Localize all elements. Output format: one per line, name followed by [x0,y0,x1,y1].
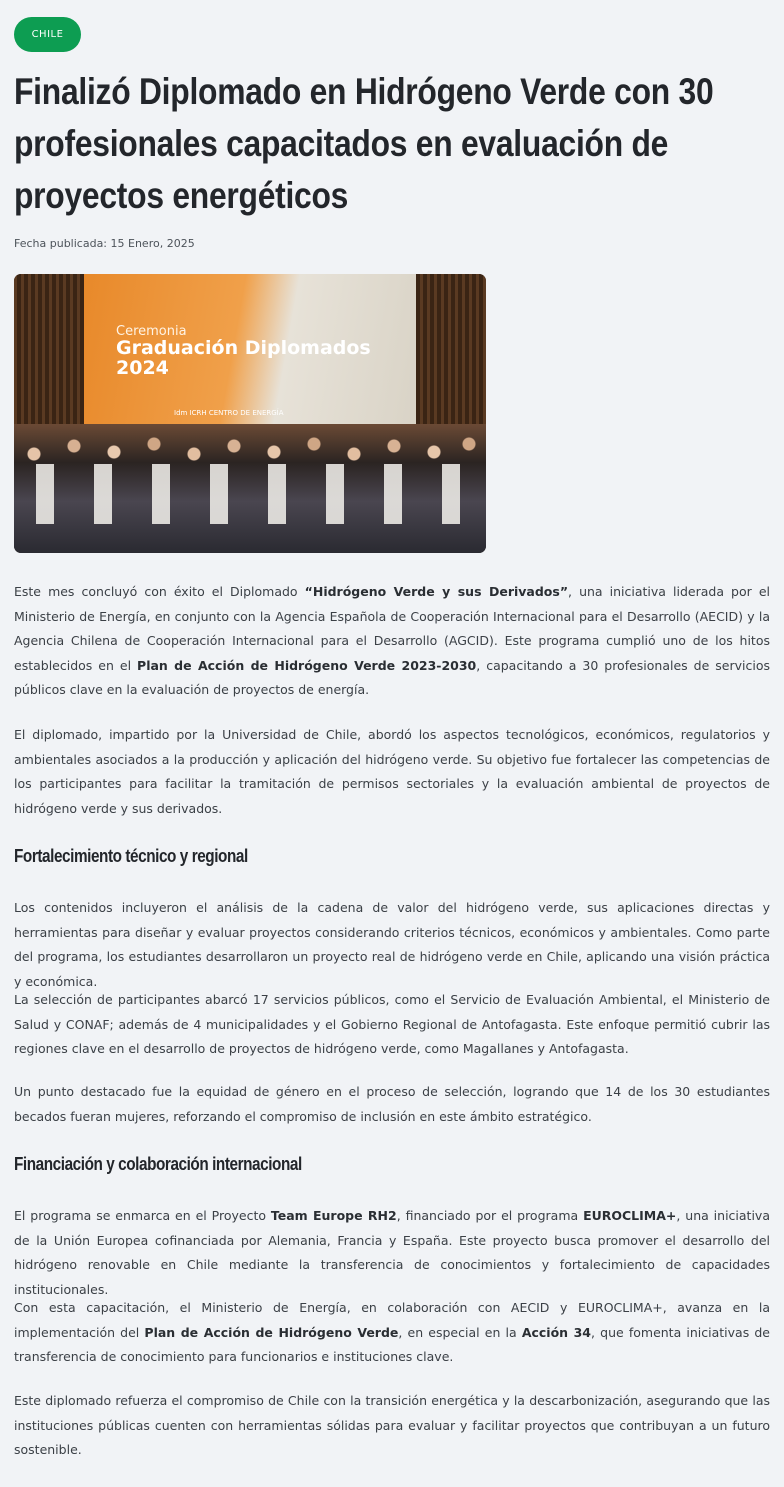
p7-bold-1: Plan de Acción de Hidrógeno Verde [144,1324,399,1340]
p6-bold-1: Team Europe RH2 [270,1208,397,1223]
screen-caption-line1: Ceremonia [116,324,187,339]
projection-screen [84,274,416,434]
p7-bold-2: Acción 34 [521,1324,592,1340]
paragraph-4: La selección de participantes abarcó 17 servicios públicos, como el Servicio de Evaluación Ambiental, el Ministerio de Salud y CONAF; además de 4 municipalidades y el Gobierno Regional de Antofagasta. Este enfoque permitió cubrir las regiones clave en el desarrollo de proyectos de hidrógeno verde, como Magallanes y Antofagasta. [14,992,770,1056]
p6-bold-2: EUROCLIMA+ [583,1208,677,1223]
p7-text-3: , que fomenta iniciativas de transferencia de conocimiento para funcionarios e instituciones clave. [14,1324,770,1364]
p6-text-1: El programa se enmarca en el Proyecto [14,1208,271,1223]
p1-bold-2: Plan de Acción de Hidrógeno Verde 2023-2030 [137,657,477,673]
category-tag[interactable]: CHILE [14,17,81,52]
section-heading-technical: Fortalecimiento técnico y regional [14,846,248,866]
p6-text-2: , financiado por el programa [396,1208,584,1223]
section-heading-financing: Financiación y colaboración internacional [14,1154,302,1174]
p6-text-3: , una iniciativa de la Unión Europea cofinanciada por Alemania, Francia y España. Este proyecto busca promover el desarrollo del hidrógeno renovable en Chile mediante la transferencia de conocimientos y fortalecimiento de capacidades institucionales. [14,1208,770,1297]
paragraph-7 [14,1296,770,1370]
diplomas [14,464,486,524]
p1-text-3: , capacitando a 30 profesionales de servicios públicos clave en la evaluación de proyectos de energía. [14,657,770,697]
article-hero-image [14,274,486,553]
paragraph-3: Los contenidos incluyeron el análisis de la cadena de valor del hidrógeno verde, sus aplicaciones directas y herramientas para diseñar y evaluar proyectos considerando criterios técnicos, económicos y ambientales. Como parte del programa, los estudiantes desarrollaron un proyecto real de hidrógeno verde en Chile, aplicando una visión práctica y económica. [14,900,770,989]
p1-text-1: Este mes concluyó con éxito el Diplomado [14,584,305,599]
paragraph-6 [14,1204,770,1302]
screen-caption-line2: Graduación Diplomados 2024 [116,337,371,379]
p1-bold-1: “Hidrógeno Verde y sus Derivados” [304,584,569,599]
paragraph-2: El diplomado, impartido por la Universidad de Chile, abordó los aspectos tecnológicos, económicos, regulatorios y ambientales asociados a la producción y aplicación del hidrógeno verde. Su objetivo fue fortalecer las competencias de los participantes para facilitar la tramitación de permisos sectoriales y la evaluación ambiental de proyectos de hidrógeno verde y sus derivados. [14,727,770,816]
paragraph-1 [14,580,770,703]
screen-logos: Idm ICRH CENTRO DE ENERGÍA [174,409,284,417]
publish-date: Fecha publicada: 15 Enero, 2025 [14,237,195,250]
p1-text-2: , una iniciativa liderada por el Ministerio de Energía, en conjunto con la Agencia Española de Cooperación Internacional para el Desarrollo (AECID) y la Agencia Chilena de Cooperación Internacional para el Desarrollo (AGCID). Este programa cumplió uno de los hitos establecidos en el [14,584,770,673]
paragraph-8: Este diplomado refuerza el compromiso de Chile con la transición energética y la descarbonización, asegurando que las instituciones públicas cuenten con herramientas sólidas para evaluar y facilitar proyectos que contribuyan a un futuro sostenible. [14,1393,770,1457]
article-title: Finalizó Diplomado en Hidrógeno Verde con 30 profesionales capacitados en evaluación de proyectos energéticos [14,71,714,216]
p7-text-1: Con esta capacitación, el Ministerio de Energía, en colaboración con AECID y EUROCLIMA+, avanza en la implementación del [14,1300,770,1340]
p7-text-2: , en especial en la [398,1324,522,1340]
paragraph-5: Un punto destacado fue la equidad de género en el proceso de selección, logrando que 14 de los 30 estudiantes becados fueran mujeres, reforzando el compromiso de inclusión en este ámbito estratégico. [14,1084,770,1124]
